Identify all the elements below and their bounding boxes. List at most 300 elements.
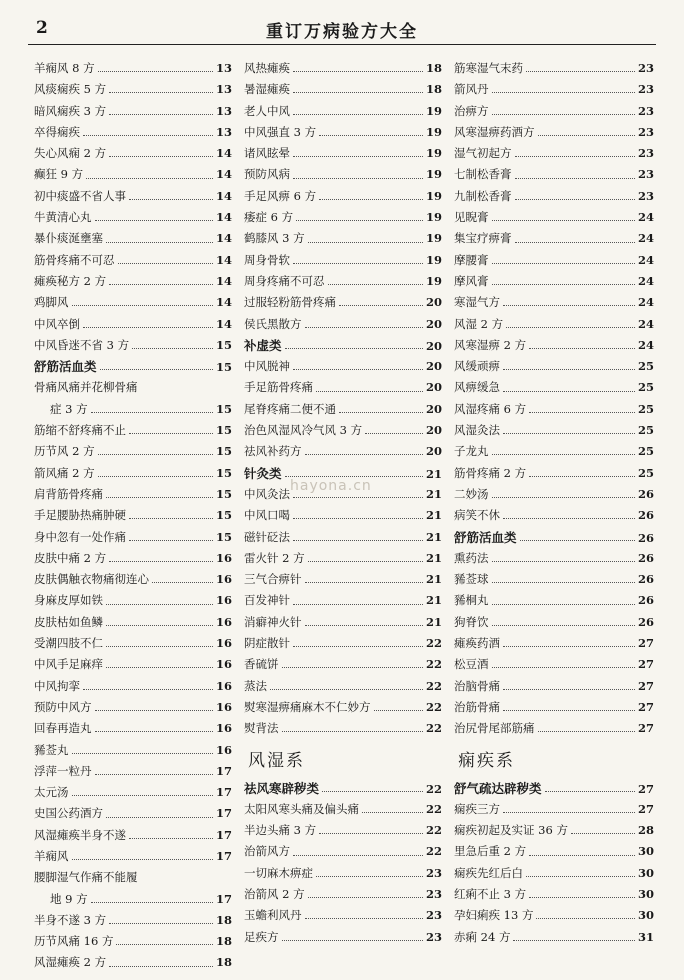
dot-leader [503,646,635,647]
toc-entry [454,143,654,164]
toc-entry [454,612,654,633]
toc-entry-page: 23 [637,188,654,203]
toc-entry [244,697,442,718]
toc-entry-page: 16 [215,572,232,587]
toc-entry-title: 身中忽有一处作痛 [34,529,126,544]
toc-entry [454,186,654,207]
toc-entry [454,335,654,356]
toc-entry-title: 半身不遂 3 方 [34,912,107,927]
dot-leader [109,923,213,924]
dot-leader [536,918,635,919]
toc-entry [244,164,442,185]
toc-entry-page: 13 [215,61,232,75]
toc-entry [454,863,654,884]
toc-category-heading [244,778,442,799]
toc-entry-page: 20 [425,338,442,353]
toc-entry-page: 23 [425,929,442,944]
toc-entry [454,841,654,862]
toc-entry-title: 孕妇痢疾 13 方 [454,908,534,923]
toc-entry [454,927,654,948]
toc-entry-page: 15 [215,423,232,438]
toc-entry-title: 预防中风方 [34,699,92,714]
toc-entry-page: 25 [637,359,654,374]
toc-entry [454,207,654,228]
toc-entry [244,441,442,462]
toc-entry-page: 19 [425,252,442,267]
toc-entry-title: 身麻皮厚如铁 [34,593,103,608]
dot-leader [316,391,423,392]
toc-entry-title: 足疾方 [244,929,279,944]
toc-entry-page: 15 [215,465,232,480]
toc-entry [244,676,442,697]
toc-entry [34,335,232,356]
toc-entry [244,79,442,100]
toc-entry-title: 痫疾三方 [454,801,500,816]
dot-leader [293,497,423,498]
dot-leader [492,625,635,626]
dot-leader [129,540,213,541]
dot-leader [106,646,213,647]
dot-leader [305,918,423,919]
toc-entry-title: 针灸类 [244,465,282,481]
toc-entry-title: 补虚类 [244,337,282,353]
toc-entry [244,420,442,441]
toc-entry-title: 松豆酒 [454,657,489,672]
toc-entry [34,292,232,313]
toc-entry [454,654,654,675]
toc-entry-title: 赤痢 24 方 [454,929,511,944]
toc-entry-title: 痫疾先红后白 [454,865,523,880]
toc-entry [34,399,232,420]
dot-leader [529,476,635,477]
toc-column-2 [244,58,442,948]
dot-leader [529,348,635,349]
toc-entry-page: 21 [425,508,442,523]
dot-leader [129,199,213,200]
toc-entry-page: 15 [215,337,232,352]
dot-leader [308,242,423,243]
dot-leader [91,412,213,413]
toc-entry-title: 豨桐丸 [454,593,489,608]
toc-entry-title: 中风昏迷不省 3 方 [34,337,130,352]
toc-entry-title: 熨背法 [244,721,279,736]
toc-entry-title: 中风手足麻痒 [34,657,103,672]
toc-entry [244,399,442,420]
toc-entry-page: 24 [637,316,654,331]
toc-entry-title: 寒湿气方 [454,295,500,310]
dot-leader [293,178,423,179]
toc-entry [244,927,442,948]
toc-entry-page: 13 [215,103,232,118]
dot-leader [106,625,213,626]
toc-entry-title: 筋寒湿气末药 [454,61,523,75]
toc-entry [34,420,232,441]
dot-leader [95,220,213,221]
toc-entry-page: 23 [637,103,654,118]
toc-entry-title: 治箭风 2 方 [244,886,305,901]
toc-entry [454,356,654,377]
toc-entry-page: 21 [425,572,442,587]
dot-leader [106,817,213,818]
dot-leader [83,135,213,136]
toc-entry-page: 31 [637,929,654,944]
toc-entry [34,250,232,271]
toc-entry [454,633,654,654]
toc-entry-title: 中风强直 3 方 [244,124,317,139]
toc-entry [34,952,232,973]
dot-leader [492,604,635,605]
toc-entry [244,356,442,377]
toc-entry-title: 地 9 方 [50,891,88,906]
toc-entry-page: 22 [425,699,442,714]
dot-leader [282,667,423,668]
toc-entry-title: 舒筋活血类 [34,359,97,375]
toc-entry-page: 23 [637,61,654,75]
toc-entry-title: 风痹缓急 [454,380,500,395]
toc-entry-title: 老人中风 [244,103,290,118]
toc-entry-title: 过服轻粉筋骨疼痛 [244,295,336,310]
dot-leader [293,92,423,93]
toc-entry-title: 祛风补药方 [244,444,302,459]
toc-entry-title: 半边头痛 3 方 [244,823,317,838]
toc-entry-page: 19 [425,124,442,139]
toc-entry-page: 27 [637,801,654,816]
dot-leader [503,710,635,711]
toc-entry-page: 27 [637,678,654,693]
dot-leader [285,476,423,477]
toc-entry-page: 20 [425,295,442,310]
dot-leader [129,518,213,519]
dot-leader [100,369,213,370]
dot-leader [270,689,423,690]
dot-leader [282,940,423,941]
toc-entry-page: 30 [637,886,654,901]
dot-leader [109,561,213,562]
toc-entry-page: 21 [425,529,442,544]
toc-entry-page: 30 [637,865,654,880]
dot-leader [322,791,423,792]
toc-entry-page: 26 [637,486,654,501]
page-number: 2 [36,18,48,38]
dot-leader [116,944,213,945]
dot-leader [72,753,213,754]
toc-entry-page: 16 [215,550,232,565]
toc-entry-page: 23 [637,167,654,182]
dot-leader [545,791,635,792]
toc-entry-page: 17 [215,891,232,906]
toc-column-3 [454,58,654,948]
toc-entry [34,676,232,697]
toc-entry-page: 14 [215,316,232,331]
toc-entry-title: 治箭风方 [244,844,290,859]
toc-entry-title: 风湿瘫痪半身不遂 [34,827,126,842]
dot-leader [339,412,423,413]
toc-entry-title: 二妙汤 [454,486,489,501]
toc-entry-title: 太元汤 [34,785,69,800]
toc-entry [454,271,654,292]
dot-leader [492,263,635,264]
toc-entry-title: 鸡脚风 [34,295,69,310]
toc-category-heading [244,335,442,356]
dot-leader [72,305,213,306]
toc-entry-title: 九制松香膏 [454,188,512,203]
dot-leader [503,433,635,434]
toc-entry-title: 筋骨疼痛不可忍 [34,252,115,267]
toc-category-heading [454,778,654,799]
toc-entry-title: 磁针砭法 [244,529,290,544]
toc-category-heading [454,527,654,548]
toc-entry-title: 病笑不休 [454,508,500,523]
toc-entry [34,164,232,185]
dot-leader [515,199,635,200]
toc-entry-page: 26 [637,593,654,608]
toc-entry-title: 卒得痫疾 [34,124,80,139]
dot-leader [492,220,635,221]
dot-leader [109,284,213,285]
dot-leader [305,327,423,328]
toc-entry [34,761,232,782]
toc-entry-title: 暴仆痰涎壅塞 [34,231,103,246]
toc-entry [454,697,654,718]
toc-entry-title: 历节风痛 16 方 [34,934,114,949]
toc-entry [454,58,654,79]
toc-entry-page: 14 [215,295,232,310]
dot-leader [132,348,213,349]
toc-entry-title: 初中痰盛不省人事 [34,188,126,203]
toc-entry [34,846,232,867]
toc-entry-page: 25 [637,401,654,416]
toc-entry-title: 筋骨疼痛 2 方 [454,465,527,480]
dot-leader [319,833,423,834]
toc-entry [454,590,654,611]
dot-leader [506,327,635,328]
toc-entry-page: 15 [215,360,232,375]
toc-entry [34,867,232,888]
toc-entry [34,122,232,143]
toc-entry-page: 21 [425,486,442,501]
toc-entry [454,377,654,398]
toc-entry-title: 瘫痪秘方 2 方 [34,273,107,288]
toc-entry [34,58,232,79]
toc-entry [244,863,442,884]
toc-entry-page: 28 [637,823,654,838]
toc-entry-title: 风缓顽痹 [454,359,500,374]
toc-entry-page: 24 [637,231,654,246]
dot-leader [83,689,213,690]
toc-entry [244,58,442,79]
toc-entry-title: 熨寒湿痹痛麻木不仁妙方 [244,699,371,714]
toc-entry-page: 19 [425,167,442,182]
toc-entry-title: 风湿 2 方 [454,316,504,331]
dot-leader [492,114,635,115]
toc-entry-title: 熏药法 [454,550,489,565]
toc-entry [244,633,442,654]
toc-entry-page: 13 [215,124,232,139]
toc-entry-title: 祛风寒辟秽类 [244,780,320,796]
toc-entry-page: 22 [425,781,442,796]
toc-entry-title: 豨莶球 [454,572,489,587]
dot-leader [362,812,423,813]
toc-entry-title: 雷火针 2 方 [244,550,305,565]
toc-entry-title: 香硫饼 [244,657,279,672]
toc-entry-page: 21 [425,593,442,608]
toc-entry-page: 24 [637,210,654,225]
book-title: 重订万病验方大全 [266,22,418,42]
toc-entry-title: 治尻骨尾部筋痛 [454,721,535,736]
watermark: hayona.cn [290,478,372,494]
toc-entry-page: 18 [215,912,232,927]
dot-leader [106,242,213,243]
toc-entry-title: 阴症散针 [244,636,290,651]
dot-leader [118,263,213,264]
toc-entry-page: 20 [425,316,442,331]
toc-entry-title: 摩风膏 [454,273,489,288]
toc-entry-page: 13 [215,82,232,97]
toc-entry-title: 手足筋骨疼痛 [244,380,313,395]
dot-leader [129,433,213,434]
dot-leader [95,774,213,775]
toc-entry-page: 24 [637,273,654,288]
toc-entry-page: 27 [637,636,654,651]
toc-category-heading [34,356,232,377]
toc-entry-title: 中风拘挛 [34,678,80,693]
dot-leader [91,902,213,903]
toc-entry-title: 症 3 方 [50,401,88,416]
toc-entry-page: 27 [637,721,654,736]
toc-entry [454,420,654,441]
toc-entry-title: 七制松香膏 [454,167,512,182]
dot-leader [98,476,213,477]
dot-leader [72,859,213,860]
toc-entry-page: 26 [637,614,654,629]
toc-entry-page: 19 [425,273,442,288]
dot-leader [529,855,635,856]
toc-entry [244,505,442,526]
toc-entry-title: 回春再造丸 [34,721,92,736]
toc-entry-title: 蒸法 [244,678,267,693]
toc-entry [244,292,442,313]
toc-entry-title: 筋缩不舒疼痛不止 [34,423,126,438]
toc-entry [34,314,232,335]
toc-entry-title: 皮肤中痛 2 方 [34,550,107,565]
dot-leader [293,369,423,370]
dot-leader [293,114,423,115]
dot-leader [339,305,423,306]
toc-entry-page: 19 [425,146,442,161]
toc-entry-page: 18 [215,955,232,970]
toc-entry-title: 羊痫风 8 方 [34,61,95,75]
toc-entry-page: 19 [425,103,442,118]
dot-leader [492,497,635,498]
dot-leader [308,561,423,562]
toc-entry-title: 手足腰胁热痛肿硬 [34,508,126,523]
toc-entry-page: 16 [215,657,232,672]
toc-entry [34,697,232,718]
toc-entry [244,612,442,633]
dot-leader [526,876,635,877]
dot-leader [293,540,423,541]
toc-entry-title: 百发神针 [244,593,290,608]
dot-leader [571,833,635,834]
toc-entry-title: 风寒湿痹 2 方 [454,337,527,352]
toc-entry [34,825,232,846]
toc-entry [34,633,232,654]
toc-entry-page: 18 [215,934,232,949]
dot-leader [305,454,423,455]
page-header [28,14,656,45]
toc-entry-title: 鹤膝风 3 方 [244,231,305,246]
dot-leader [293,855,423,856]
toc-entry [454,676,654,697]
toc-entry [454,820,654,841]
toc-entry-page: 16 [215,721,232,736]
toc-entry-page: 24 [637,295,654,310]
toc-entry-title: 豨莶丸 [34,742,69,757]
toc-entry [454,79,654,100]
dot-leader [529,897,635,898]
dot-leader [98,71,213,72]
toc-entry-page: 20 [425,423,442,438]
dot-leader [316,876,423,877]
toc-entry [34,782,232,803]
toc-entry [454,548,654,569]
dot-leader [503,518,635,519]
toc-entry-title: 子龙丸 [454,444,489,459]
toc-entry [34,718,232,739]
dot-leader [293,646,423,647]
toc-entry [244,186,442,207]
toc-entry-page: 15 [215,401,232,416]
toc-entry [454,228,654,249]
dot-leader [95,710,213,711]
toc-entry-title: 治色风湿风冷气风 3 方 [244,423,363,438]
toc-entry-title: 治脑骨痛 [454,678,500,693]
toc-entry-page: 17 [215,785,232,800]
toc-entry-page: 26 [637,508,654,523]
dot-leader [365,433,423,434]
toc-entry-title: 一切麻木痹症 [244,865,313,880]
toc-entry-page: 16 [215,678,232,693]
dot-leader [106,604,213,605]
toc-entry-page: 14 [215,273,232,288]
toc-entry-title: 浮萍一粒丹 [34,763,92,778]
dot-leader [106,667,213,668]
dot-leader [86,178,213,179]
toc-entry-title: 集宝疗痹膏 [454,231,512,246]
toc-entry-page: 16 [215,636,232,651]
dot-leader [515,242,635,243]
toc-entry-title: 肩背筋骨疼痛 [34,486,103,501]
toc-entry [244,377,442,398]
dot-leader [109,114,213,115]
toc-entry-page: 17 [215,806,232,821]
toc-entry-title: 周身疼痛不可忍 [244,273,325,288]
dot-leader [492,582,635,583]
toc-entry-page: 22 [425,823,442,838]
toc-entry [244,101,442,122]
toc-entry-title: 牛黄清心丸 [34,210,92,225]
dot-leader [293,518,423,519]
toc-entry [244,207,442,228]
toc-entry [34,228,232,249]
toc-entry-page: 25 [637,423,654,438]
dot-leader [513,940,635,941]
toc-entry-page: 30 [637,844,654,859]
toc-entry-page: 16 [215,699,232,714]
toc-entry-title: 消癖神火针 [244,614,302,629]
toc-entry [454,463,654,484]
toc-entry-title: 三气合痹针 [244,572,302,587]
